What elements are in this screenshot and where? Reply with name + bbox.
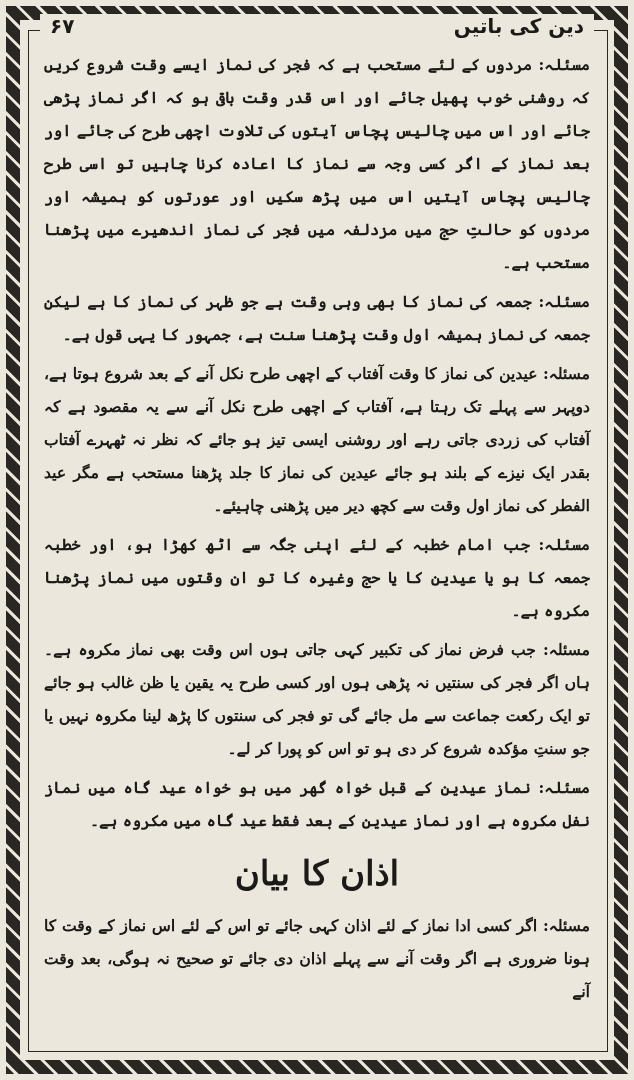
paragraph-text: جب فرض نماز کی تکبیر کہی جاتی ہوں اس وقت بھی نماز مکروہ ہے۔ ہاں اگر فجر کی سنتیں نہ پڑھی ہوں اور کسی طرح یہ یقین یا ظن غالب ہو جائے تو ایک رکعت جماعت سے مل جائے گی تو فجر کی سنتوں کا پڑھ لینا مکروہ نہیں یا جو سنتِ مؤکدہ شروع کر دی ہو تو اس کو پورا کر لے۔ [44,640,590,758]
paragraph-text: مردوں کے لئے مستحب ہے کہ فجر کی نماز ایسے وقت شروع کریں کہ روشنی خوب پھیل جائے اور اس قدر وقت باقی ہو کہ اگر نماز پڑھی جائے اور اس میں چالیس پچاس آیتوں کی تلاوت اچھی طرح کی جائے اور بعد نماز کے اگر کسی وجہ سے نماز کا اعادہ کرنا چاہیں تو اسی طرح چالیس پچاس آیتیں اس میں پڑھ سکیں اور عورتوں کو ہمیشہ اور مردوں کو حالتِ حج میں مزدلفہ میں فجر کی نماز اندھیرے میں پڑھنا مستحب ہے۔ [44,55,590,272]
masla-paragraph-1 [44,48,590,279]
page-number: ۶۷ [50,14,75,38]
paragraph-text: نماز عیدین کے قبل خواہ گھر میں ہو خواہ عید گاہ میں نماز نفل مکروہ ہے اور نماز عیدین کے بعد فقط عید گاہ میں مکروہ ہے۔ [44,778,590,830]
page-header [40,14,594,40]
masla-paragraph-2 [44,285,590,351]
masla-paragraph-3 [44,357,590,522]
section-paragraph-1 [44,909,590,1008]
paragraph-text: عیدین کی نماز کا وقت آفتاب کے اچھی طرح نکل آنے کے بعد شروع ہوتا ہے، دوپہر سے پہلے تک رہتا ہے، آفتاب کے اچھی طرح نکل آنے سے یہ مقصود ہے کہ آفتاب کی زردی جاتی رہے اور روشنی ایسی تیز ہو جائے کہ نظر نہ ٹھہرے آفتاب بقدر ایک نیزے کے بلند ہو جائے عیدین کی نماز کا جلد پڑھنا مستحب ہے مگر عید الفطر کی نماز اول وقت سے کچھ دیر میں پڑھنی چاہیئے۔ [44,364,590,515]
masla-label: مسئلہ: [538,292,590,311]
masla-label: مسئلہ: [542,916,590,935]
running-head: دین کی باتیں [453,14,584,38]
paragraph-text: جب امام خطبہ کے لئے اپنی جگہ سے اٹھ کھڑا ہو، اور خطبہ جمعہ کا ہو یا عیدین کا یا حج وغیرہ کا تو ان وقتوں میں نماز پڑھنا مکروہ ہے۔ [44,535,590,620]
masla-label: مسئلہ: [538,778,590,797]
paragraph-text: اگر کسی ادا نماز کے لئے اذان کہی جائے تو اس کے لئے اس نماز کے وقت کا ہونا ضروری ہے اگر وقت آنے سے پہلے اذان دی جائے تو صحیح نہ ہوگی، بعد وقت آنے [44,916,590,1001]
masla-label: مسئلہ: [542,640,590,659]
masla-label: مسئلہ: [538,55,590,74]
section-heading: اذان کا بیان [234,854,400,894]
masla-label: مسئلہ: [542,364,590,383]
masla-label: مسئلہ: [538,535,590,554]
masla-paragraph-5 [44,633,590,765]
masla-paragraph-6 [44,771,590,837]
page-body [44,48,590,1040]
masla-paragraph-4 [44,528,590,627]
paragraph-text: جمعہ کی نماز کا بھی وہی وقت ہے جو ظہر کی نماز کا ہے لیکن جمعہ کی نماز ہمیشہ اول وقت پڑھنا سنت ہے، جمہور کا یہی قول ہے۔ [44,292,590,344]
